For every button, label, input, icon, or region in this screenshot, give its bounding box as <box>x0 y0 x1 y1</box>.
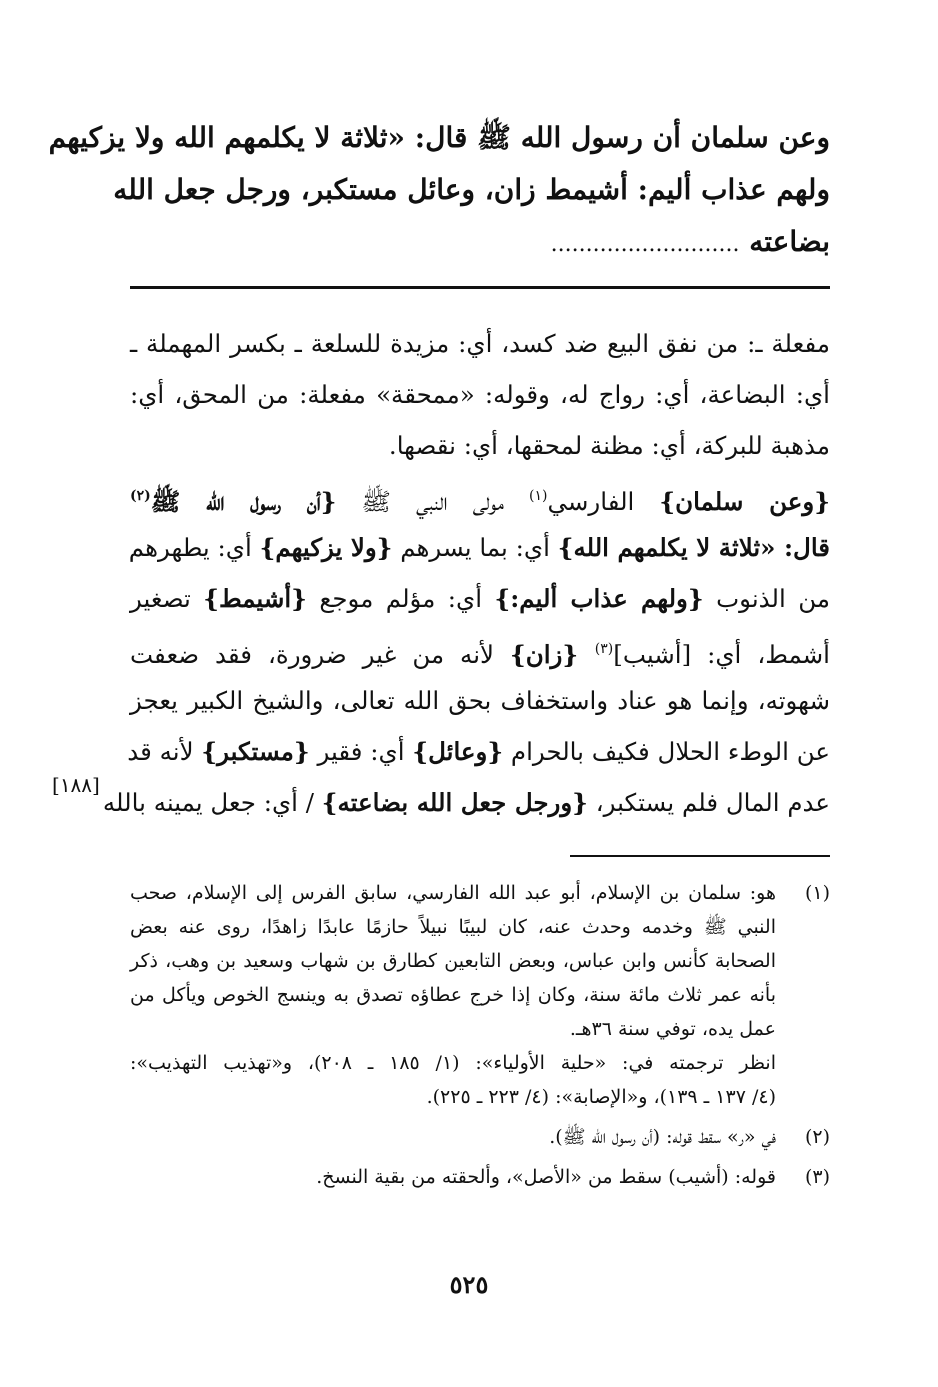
footnote-line: (٤/ ١٣٧ ـ ١٣٩)، و«الإصابة»: (٤/ ٢٢٣ ـ ٢٢٥). <box>426 1086 776 1108</box>
commentary-text-run: مولى النبي ﷺ <box>336 487 529 516</box>
page-number: ٥٢٥ <box>449 1270 489 1299</box>
hadith-line-text: بضاعته <box>749 225 830 258</box>
footnote-line: الصحابة كأنس وابن عباس، وبعض التابعين كطارق بن شهاب وسعيد بن وهب، ذكر <box>130 950 776 972</box>
commentary-text-run: أي: مؤلم موجع <box>306 584 495 613</box>
commentary-line <box>102 777 830 828</box>
quoted-phrase: {ولهم عذاب أليم:} <box>494 584 704 613</box>
manuscript-folio-marker: [١٨٨] <box>52 773 100 797</box>
footnote-number: (٢) <box>804 1126 830 1148</box>
footnote-line: عمل يده، توفي سنة ٣٦هـ. <box>569 1018 776 1040</box>
commentary-text-run: / أي: جعل يمينه بالله <box>102 788 322 817</box>
footnote-line: النبي ﷺ وخدمه وحدث عنه، كان لبيبًا نبيلاً حازمًا عابدًا زاهدًا، روى عنه بعض <box>130 916 776 938</box>
commentary-line <box>127 726 830 777</box>
footnote-line: قوله: (أشيب) سقط من «الأصل»، وألحقته من بقية النسخ. <box>316 1166 776 1188</box>
dotted-leader: ........................... <box>550 232 740 257</box>
footnote-line: هو: سلمان بن الإسلام، أبو عبد الله الفارسي، سابق الفرس إلى الإسلام، صحب <box>130 882 776 904</box>
hadith-line: ولهم عذاب أليم: أشيمط زان، وعائل مستكبر، ورجل جعل الله <box>113 173 830 206</box>
commentary-text-run: لأنه قد <box>127 737 202 766</box>
quoted-phrase: {وعائل} <box>412 737 504 766</box>
footnote-ref: (١) <box>528 488 548 504</box>
quoted-phrase: {ولا يزكيهم} <box>259 533 393 562</box>
commentary-line: أي: البضاعة، أي: رواج له، وقوله: «ممحقة» مفعلة: من المحق، أي: <box>130 380 830 409</box>
commentary-line <box>130 471 830 522</box>
commentary-line <box>130 522 830 573</box>
footnote-ref: (٢) <box>130 488 151 504</box>
commentary-text-run: عدم المال فلم يستكبر، <box>587 788 830 817</box>
commentary-text-run: عن الوطء الحلال فكيف بالحرام <box>503 737 830 766</box>
hadith-line: وعن سلمان أن رسول الله ﷺ قال: «ثلاثة لا يكلمهم الله ولا يزكيهم <box>48 121 830 154</box>
commentary-line: شهوته، وإنما هو عناد واستخفاف بحق الله تعالى، والشيخ الكبير يعجز <box>130 686 830 715</box>
commentary-text-run: أي: بما يسرهم <box>392 533 558 562</box>
hadith-text <box>48 112 830 268</box>
quoted-phrase: {زان} <box>509 640 595 669</box>
footnote-divider <box>570 855 830 857</box>
commentary-line: مفعلة ـ: من نفق البيع ضد كسد، أي: مزيدة للسلعة ـ بكسر المهملة ـ <box>130 329 830 358</box>
quoted-phrase: {أن رسول الله ﷺ <box>150 487 337 516</box>
footnote-line: انظر ترجمته في: «حلية الأولياء»: (١/ ١٨٥ ـ ٢٠٨)، و«تهذيب التهذيب»: <box>130 1052 776 1074</box>
footnote-line: في «ر» سقط قوله: (أن رسول الله ﷺ). <box>549 1126 776 1148</box>
footnote-line: بأنه عمر ثلاث مائة سنة، وكان إذا خرج عطاؤه تصدق به وينسج الخوص ويأكل من <box>130 984 776 1006</box>
commentary-text-run: أشمط، أي: [أشيب] <box>613 640 830 669</box>
quoted-phrase: {أشيمط} <box>203 584 307 613</box>
footnote <box>130 1120 830 1154</box>
footnote-number: (٣) <box>804 1166 830 1188</box>
quoted-phrase: {مستكبر} <box>201 737 310 766</box>
commentary-line <box>130 573 830 624</box>
footnote-number: (١) <box>804 882 830 904</box>
commentary-text-run: أي: يطهرهم <box>128 533 260 562</box>
commentary-text-run: تصغير <box>130 584 204 613</box>
hadith-line <box>130 216 830 268</box>
commentary-line <box>130 624 830 675</box>
quoted-phrase: {وعن سلمان} <box>659 487 830 516</box>
footnote-ref: (٣) <box>594 641 614 657</box>
commentary-line: مذهبة للبركة، أي: مظنة لمحقها، أي: نقصها. <box>388 431 830 460</box>
footnote <box>130 1160 830 1194</box>
footnotes <box>130 876 830 1194</box>
quoted-phrase: {ورجل جعل الله بضاعته} <box>321 788 588 817</box>
section-divider <box>130 286 830 289</box>
commentary-text-run: الفارسي <box>547 487 660 516</box>
commentary-text-run: لأنه من غير ضرورة، فقد ضعفت <box>130 640 510 669</box>
commentary-text-run: أي: فقير <box>309 737 413 766</box>
commentary-text-run: من الذنوب <box>703 584 830 613</box>
footnote <box>130 876 830 1114</box>
commentary-text <box>102 318 830 828</box>
quoted-phrase: قال: «ثلاثة لا يكلمهم الله} <box>557 533 830 562</box>
